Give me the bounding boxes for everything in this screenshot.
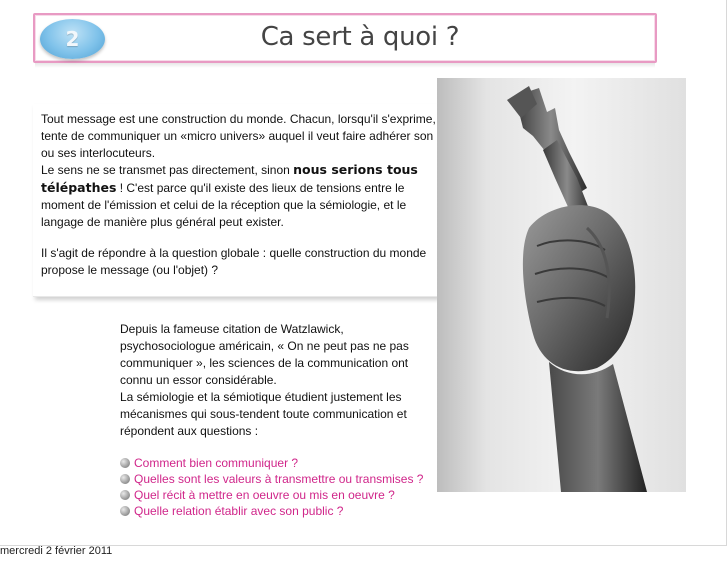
bullet-icon bbox=[120, 458, 130, 468]
intro-paragraph-2-end: ! C'est parce qu'il existe des lieux de tensions entre le moment de l'émission et celui de la réception que la sémiologie, et le langage de manière plus général peut exister. bbox=[41, 181, 407, 229]
intro-paragraph-2 bbox=[41, 161, 441, 231]
body-paragraph-1: Depuis la fameuse citation de Watzlawick, psychosociologue américain, « On ne peut pas ne pas communiquer », les sciences de la communication ont connu un essor considérable. bbox=[120, 322, 409, 387]
intro-paragraph-1: Tout message est une construction du monde. Chacun, lorsqu'il s'exprime, tente de communiquer un «micro univers» auquel il veut faire adhérer son ou ses interlocuteurs. bbox=[41, 112, 436, 160]
bullet-icon bbox=[120, 490, 130, 500]
question-item bbox=[120, 471, 460, 487]
bullet-icon bbox=[120, 506, 130, 516]
slide-number-badge: 2 bbox=[40, 19, 105, 59]
intro-paragraph-2-emphasis: nous serions tous télépathes bbox=[41, 162, 418, 195]
question-item bbox=[120, 455, 460, 471]
question-text: Quelle relation établir avec son public ? bbox=[134, 504, 344, 518]
question-list bbox=[120, 455, 460, 519]
question-text: Quelles sont les valeurs à transmettre ou transmises ? bbox=[134, 472, 424, 486]
title-bar-shadow bbox=[35, 63, 655, 68]
question-item bbox=[120, 487, 460, 503]
intro-paragraph-2-start: Le sens ne se transmet pas directement, sinon bbox=[41, 163, 294, 177]
body-paragraph-2: La sémiologie et la sémiotique étudient justement les mécanismes qui sous-tendent toute communication et répondent aux questions : bbox=[120, 390, 407, 438]
wrench-fist-photo bbox=[437, 78, 686, 492]
question-text: Comment bien communiquer ? bbox=[134, 456, 299, 470]
slide-title: Ca sert à quoi ? bbox=[260, 22, 460, 52]
question-item bbox=[120, 503, 460, 519]
question-text: Quel récit à mettre en oeuvre ou mis en oeuvre ? bbox=[134, 488, 395, 502]
wrench-fist-illustration bbox=[437, 78, 686, 492]
bullet-icon bbox=[120, 474, 130, 484]
intro-paragraph-3: Il s'agit de répondre à la question globale : quelle construction du monde propose le message (ou l'objet) ? bbox=[41, 246, 427, 277]
date-footer: mercredi 2 février 2011 bbox=[0, 545, 113, 557]
